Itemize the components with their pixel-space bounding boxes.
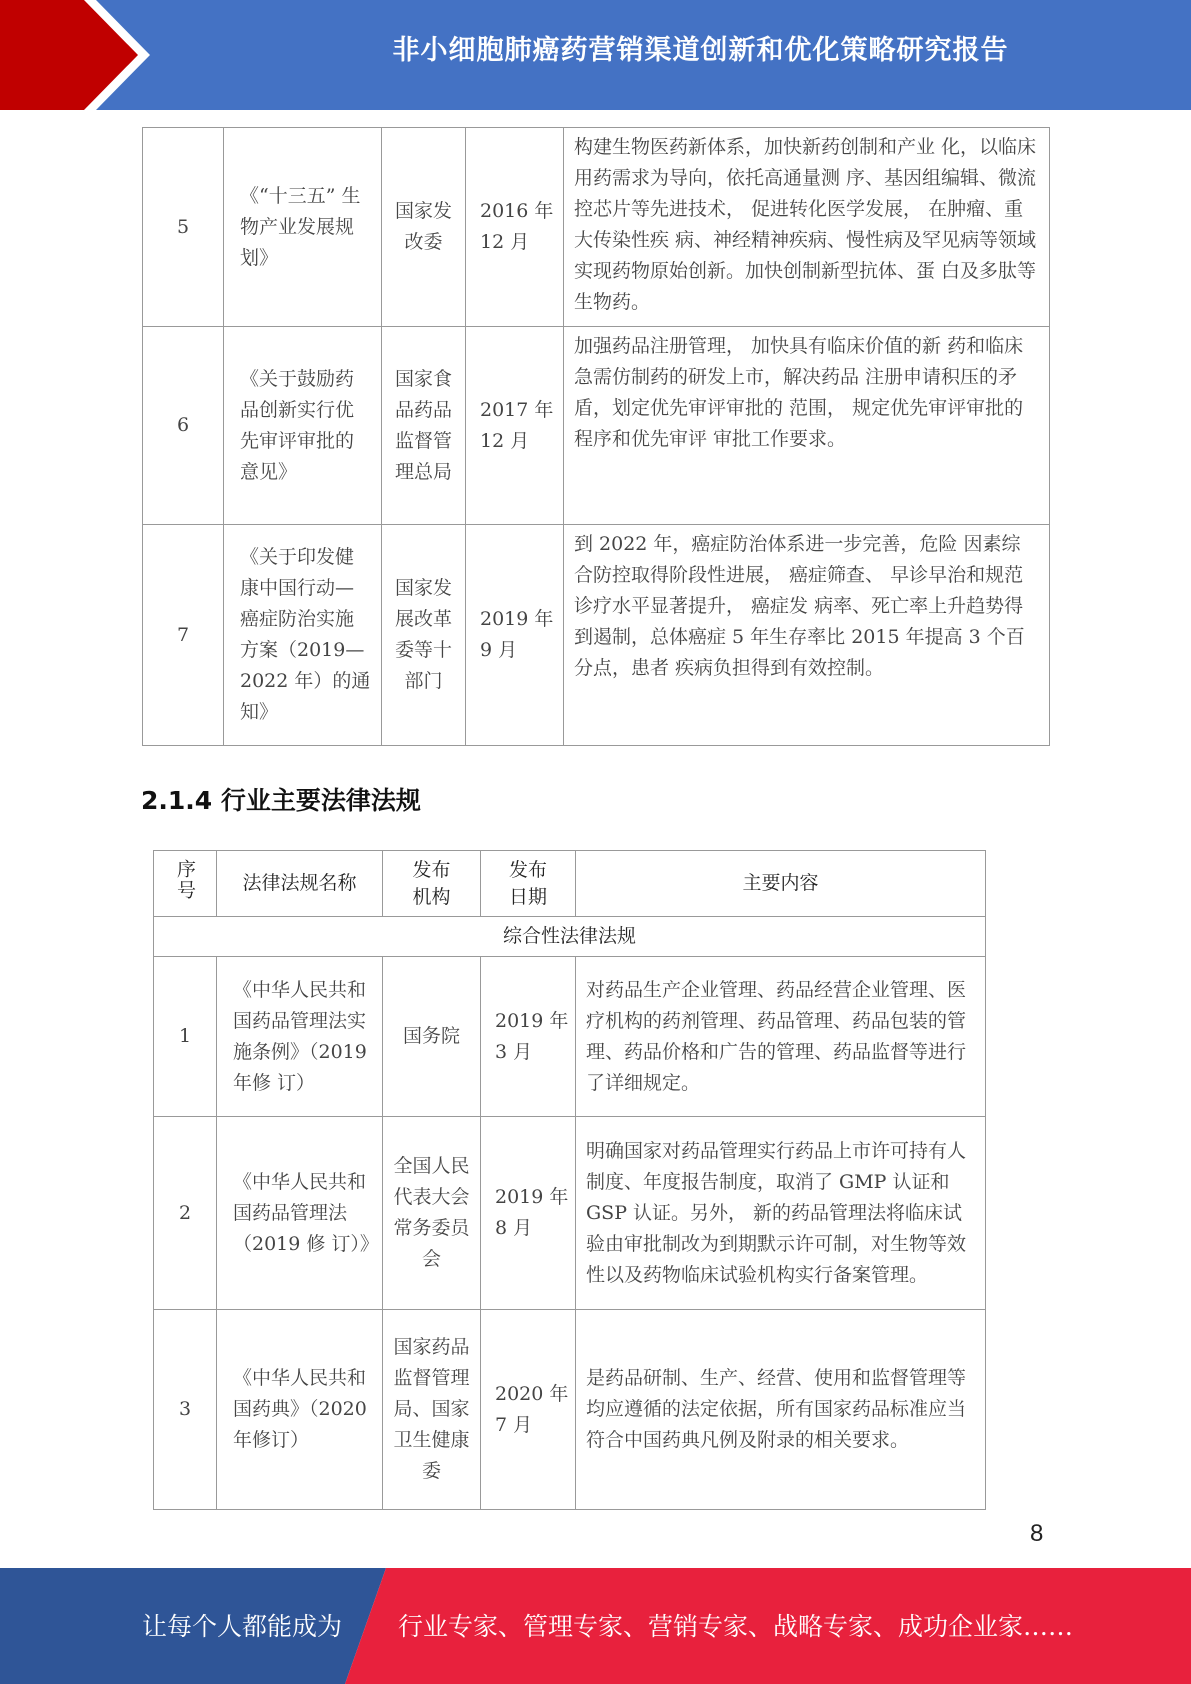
row-number: 7 <box>143 525 224 746</box>
category-label: 综合性法律法规 <box>154 917 986 957</box>
issuing-organization: 国家药品监督管理局、国家卫生健康委 <box>383 1310 481 1510</box>
footer-slogan-right: 行业专家、管理专家、营销专家、战略专家、成功企业家…… <box>398 1612 1074 1641</box>
issuing-organization: 国家发改委 <box>382 128 466 327</box>
category-row <box>154 917 986 957</box>
issuing-organization: 国家食品药品监督管理总局 <box>382 327 466 525</box>
section-heading: 2.1.4 行业主要法律法规 <box>141 786 421 815</box>
policy-name: 《“十三五” 生物产业发展规划》 <box>224 128 382 327</box>
issue-date: 2020 年 7 月 <box>481 1310 576 1510</box>
header-content: 主要内容 <box>576 851 986 917</box>
page-header <box>0 0 1191 110</box>
table-row <box>143 327 1050 525</box>
report-title: 非小细胞肺癌药营销渠道创新和优化策略研究报告 <box>392 35 1009 66</box>
policy-name: 《关于鼓励药品创新实行优先审评审批的意见》 <box>224 327 382 525</box>
header-arrow-decoration <box>0 0 160 110</box>
header-date: 发布日期 <box>481 851 576 917</box>
policy-content: 构建生物医药新体系，加快新药创制和产业 化，以临床用药需求为导向，依托高通量测 序、基因组编辑、微流控芯片等先进技术， 促进转化医学发展， 在肿瘤、重大传染性疾 病、神经精神疾病、慢性病及罕见病等领域 实现药物原始创新。加快创制新型抗体、蛋 白及多肽等生物药。 <box>564 128 1050 327</box>
header-org: 发布机构 <box>383 851 481 917</box>
law-name: 《中华人民共和国药品管理法实施条例》（2019 年修 订） <box>217 957 383 1117</box>
table-row <box>143 525 1050 746</box>
policy-name: 《关于印发健康中国行动—癌症防治实施方案（2019—2022 年）的通 知》 <box>224 525 382 746</box>
laws-table <box>153 850 986 1510</box>
header-number: 序号 <box>154 851 217 917</box>
issue-date: 2016 年 12 月 <box>466 128 564 327</box>
law-content: 明确国家对药品管理实行药品上市许可持有人制度、年度报告制度，取消了 GMP 认证和 GSP 认证。另外， 新的药品管理法将临床试验由审批制改为到期默示许可制，对生物等效性以及药物临床试验机构实行备案管理。 <box>576 1117 986 1310</box>
issuing-organization: 国务院 <box>383 957 481 1117</box>
issuing-organization: 全国人民代表大会常务委员会 <box>383 1117 481 1310</box>
table-header-row <box>154 851 986 917</box>
table-row <box>154 957 986 1117</box>
policy-table-continued <box>142 127 1050 746</box>
table-row <box>154 1117 986 1310</box>
law-content: 对药品生产企业管理、药品经营企业管理、医疗机构的药剂管理、药品管理、药品包装的管理、药品价格和广告的管理、药品监督等进行了详细规定。 <box>576 957 986 1117</box>
policy-content: 到 2022 年，癌症防治体系进一步完善，危险 因素综合防控取得阶段性进展， 癌症筛查、 早诊早治和规范诊疗水平显著提升， 癌症发 病率、死亡率上升趋势得到遏制，总体癌症 5 年生存率比 2015 年提高 3 个百分点，患者 疾病负担得到有效控制。 <box>564 525 1050 746</box>
header-name: 法律法规名称 <box>217 851 383 917</box>
table-row <box>143 128 1050 327</box>
row-number: 2 <box>154 1117 217 1310</box>
row-number: 3 <box>154 1310 217 1510</box>
issue-date: 2019 年 8 月 <box>481 1117 576 1310</box>
footer-slogan-left: 让每个人都能成为 <box>142 1612 343 1641</box>
page-footer <box>0 1568 1191 1684</box>
law-name: 《中华人民共和国药典》（2020 年修订） <box>217 1310 383 1510</box>
issue-date: 2019 年 3 月 <box>481 957 576 1117</box>
page-number: 8 <box>1030 1520 1044 1547</box>
row-number: 5 <box>143 128 224 327</box>
row-number: 6 <box>143 327 224 525</box>
row-number: 1 <box>154 957 217 1117</box>
policy-content: 加强药品注册管理， 加快具有临床价值的新 药和临床急需仿制药的研发上市，解决药品 注册申请积压的矛盾，划定优先审评审批的 范围， 规定优先审评审批的程序和优先审评 审批工作要求。 <box>564 327 1050 525</box>
law-name: 《中华人民共和国药品管理法（2019 修 订）》 <box>217 1117 383 1310</box>
issuing-organization: 国家发 展改革委等十 部门 <box>382 525 466 746</box>
law-content: 是药品研制、生产、经营、使用和监督管理等均应遵循的法定依据，所有国家药品标准应当符合中国药典凡例及附录的相关要求。 <box>576 1310 986 1510</box>
issue-date: 2017 年 12 月 <box>466 327 564 525</box>
table-row <box>154 1310 986 1510</box>
issue-date: 2019 年 9 月 <box>466 525 564 746</box>
